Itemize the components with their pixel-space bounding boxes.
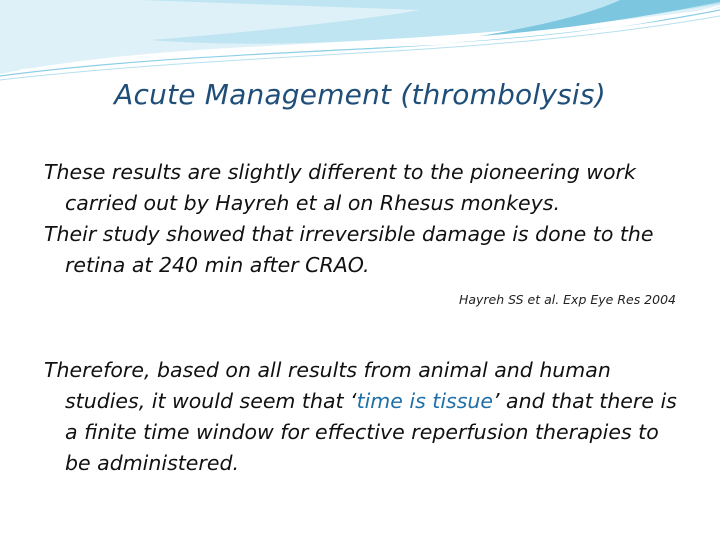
body-text-top — [44, 157, 684, 281]
conclusion-text-after: ’ and that there is a finite time window for effective reperfusion therapies to be administered. — [65, 389, 677, 475]
conclusion-text-before: Therefore, based on all results from animal and human studies, it would seem that ‘ — [44, 358, 611, 413]
header-wave-decoration — [0, 0, 720, 90]
body-text-bottom — [44, 355, 684, 479]
paragraph-study-findings: Their study showed that irreversible damage is done to the retina at 240 min after CRAO. — [44, 222, 654, 277]
slide-title: Acute Management (thrombolysis) — [114, 78, 606, 111]
citation-reference: Hayreh SS et al. Exp Eye Res 2004 — [458, 292, 676, 307]
paragraph-pioneering-work: These results are slightly different to the pioneering work carried out by Hayreh et al on Rhesus monkeys. — [44, 160, 636, 215]
time-is-tissue-highlight: time is tissue — [356, 389, 494, 413]
paragraph-conclusion — [44, 355, 684, 479]
